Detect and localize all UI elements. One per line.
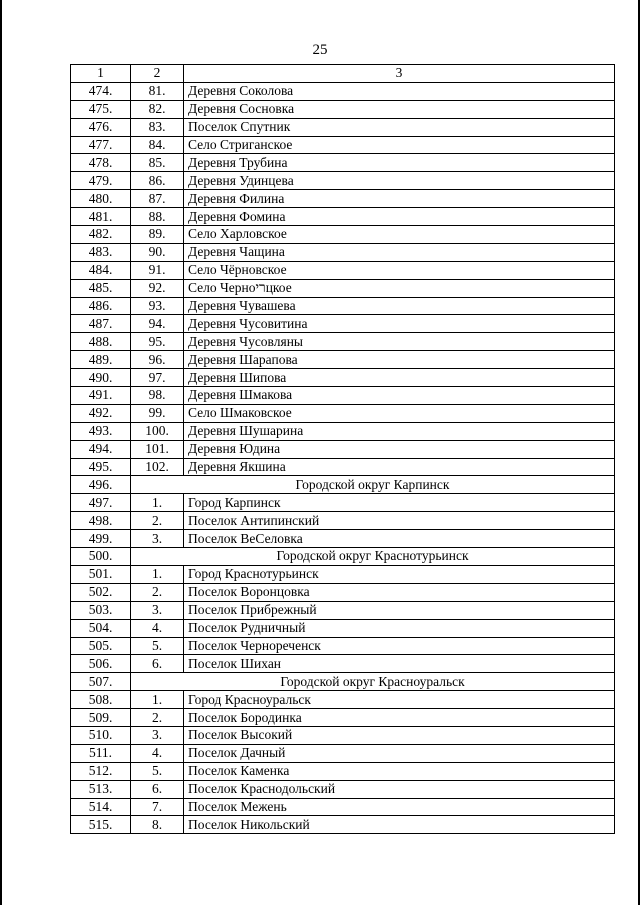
settlement-name: Деревня Юдина xyxy=(184,440,615,458)
table-row xyxy=(71,601,615,619)
table-row xyxy=(71,655,615,673)
row-number: 489. xyxy=(71,351,131,369)
row-number: 485. xyxy=(71,279,131,297)
local-number: 101. xyxy=(131,440,184,458)
settlement-name: Деревня Чусовляны xyxy=(184,333,615,351)
settlements-table xyxy=(70,64,615,834)
row-number: 513. xyxy=(71,780,131,798)
settlement-name: Поселок Антипинский xyxy=(184,512,615,530)
table-row xyxy=(71,226,615,244)
settlement-name: Село Харловское xyxy=(184,226,615,244)
settlement-name: Поселок Шихан xyxy=(184,655,615,673)
row-number: 507. xyxy=(71,673,131,691)
column-header-3: 3 xyxy=(184,65,615,83)
settlement-name: Поселок Чернореченск xyxy=(184,637,615,655)
table-row xyxy=(71,261,615,279)
row-number: 488. xyxy=(71,333,131,351)
row-number: 477. xyxy=(71,136,131,154)
table-row xyxy=(71,512,615,530)
table-row xyxy=(71,404,615,422)
local-number: 3. xyxy=(131,726,184,744)
settlement-name: Село Черноריцкое xyxy=(184,279,615,297)
table-row xyxy=(71,440,615,458)
table-row xyxy=(71,530,615,548)
table-row xyxy=(71,315,615,333)
row-number: 484. xyxy=(71,261,131,279)
table-row xyxy=(71,816,615,834)
row-number: 478. xyxy=(71,154,131,172)
settlement-name: Поселок Прибрежный xyxy=(184,601,615,619)
table-row xyxy=(71,691,615,709)
local-number: 99. xyxy=(131,404,184,422)
page-number: 25 xyxy=(312,42,328,58)
local-number: 102. xyxy=(131,458,184,476)
row-number: 503. xyxy=(71,601,131,619)
table-row xyxy=(71,762,615,780)
local-number: 81. xyxy=(131,82,184,100)
local-number: 84. xyxy=(131,136,184,154)
row-number: 491. xyxy=(71,387,131,405)
local-number: 92. xyxy=(131,279,184,297)
table-body xyxy=(71,82,615,833)
row-number: 482. xyxy=(71,226,131,244)
row-number: 483. xyxy=(71,243,131,261)
table-row xyxy=(71,494,615,512)
table-row xyxy=(71,190,615,208)
settlement-name: Город Красноуральск xyxy=(184,691,615,709)
local-number: 2. xyxy=(131,709,184,727)
local-number: 90. xyxy=(131,243,184,261)
local-number: 2. xyxy=(131,583,184,601)
local-number: 95. xyxy=(131,333,184,351)
local-number: 6. xyxy=(131,780,184,798)
settlement-name: Город Карпинск xyxy=(184,494,615,512)
local-number: 94. xyxy=(131,315,184,333)
settlement-name: Село Шмаковское xyxy=(184,404,615,422)
table-row xyxy=(71,243,615,261)
district-name: Городской округ Краснотурьинск xyxy=(131,548,615,566)
settlement-name: Деревня Чусовитина xyxy=(184,315,615,333)
row-number: 498. xyxy=(71,512,131,530)
settlement-name: Деревня Трубина xyxy=(184,154,615,172)
row-number: 480. xyxy=(71,190,131,208)
table-row xyxy=(71,565,615,583)
table-row xyxy=(71,619,615,637)
settlement-name: Деревня Шарапова xyxy=(184,351,615,369)
table-row xyxy=(71,458,615,476)
table-row xyxy=(71,637,615,655)
table-row xyxy=(71,333,615,351)
table-row xyxy=(71,422,615,440)
local-number: 97. xyxy=(131,369,184,387)
row-number: 475. xyxy=(71,100,131,118)
table-row xyxy=(71,154,615,172)
local-number: 8. xyxy=(131,816,184,834)
local-number: 83. xyxy=(131,118,184,136)
local-number: 100. xyxy=(131,422,184,440)
local-number: 82. xyxy=(131,100,184,118)
district-row xyxy=(71,673,615,691)
settlement-name: Село Стриганское xyxy=(184,136,615,154)
local-number: 3. xyxy=(131,530,184,548)
table-row xyxy=(71,208,615,226)
row-number: 509. xyxy=(71,709,131,727)
table-row xyxy=(71,780,615,798)
row-number: 502. xyxy=(71,583,131,601)
table-header-row xyxy=(71,65,615,83)
settlement-name: Деревня Чащина xyxy=(184,243,615,261)
row-number: 481. xyxy=(71,208,131,226)
table-row xyxy=(71,82,615,100)
district-name: Городской округ Красноуральск xyxy=(131,673,615,691)
settlement-name: Деревня Филина xyxy=(184,190,615,208)
settlement-name: Деревня Шушарина xyxy=(184,422,615,440)
table-row xyxy=(71,387,615,405)
row-number: 474. xyxy=(71,82,131,100)
row-number: 508. xyxy=(71,691,131,709)
table-row xyxy=(71,709,615,727)
settlement-name: Село Чёрновское xyxy=(184,261,615,279)
local-number: 4. xyxy=(131,744,184,762)
table-row xyxy=(71,118,615,136)
settlement-name: Поселок Высокий xyxy=(184,726,615,744)
row-number: 495. xyxy=(71,458,131,476)
local-number: 93. xyxy=(131,297,184,315)
local-number: 4. xyxy=(131,619,184,637)
settlement-name: Деревня Соколова xyxy=(184,82,615,100)
settlement-name: Поселок ВеСеловка xyxy=(184,530,615,548)
settlement-name: Поселок Бородинка xyxy=(184,709,615,727)
row-number: 487. xyxy=(71,315,131,333)
table-row xyxy=(71,726,615,744)
row-number: 494. xyxy=(71,440,131,458)
settlement-name: Деревня Якшина xyxy=(184,458,615,476)
local-number: 96. xyxy=(131,351,184,369)
row-number: 496. xyxy=(71,476,131,494)
settlement-name: Деревня Удинцева xyxy=(184,172,615,190)
district-row xyxy=(71,476,615,494)
table-row xyxy=(71,351,615,369)
local-number: 89. xyxy=(131,226,184,244)
local-number: 85. xyxy=(131,154,184,172)
settlement-name: Деревня Сосновка xyxy=(184,100,615,118)
row-number: 501. xyxy=(71,565,131,583)
row-number: 499. xyxy=(71,530,131,548)
local-number: 7. xyxy=(131,798,184,816)
row-number: 506. xyxy=(71,655,131,673)
local-number: 5. xyxy=(131,762,184,780)
row-number: 479. xyxy=(71,172,131,190)
district-row xyxy=(71,548,615,566)
local-number: 6. xyxy=(131,655,184,673)
row-number: 511. xyxy=(71,744,131,762)
settlement-name: Поселок Межень xyxy=(184,798,615,816)
settlement-name: Поселок Дачный xyxy=(184,744,615,762)
scan-edge-left xyxy=(0,0,2,905)
table-row xyxy=(71,583,615,601)
row-number: 490. xyxy=(71,369,131,387)
table-row xyxy=(71,798,615,816)
settlement-name: Поселок Никольский xyxy=(184,816,615,834)
row-number: 486. xyxy=(71,297,131,315)
local-number: 98. xyxy=(131,387,184,405)
district-name: Городской округ Карпинск xyxy=(131,476,615,494)
row-number: 497. xyxy=(71,494,131,512)
row-number: 514. xyxy=(71,798,131,816)
table-row xyxy=(71,136,615,154)
settlement-name: Поселок Воронцовка xyxy=(184,583,615,601)
table-row xyxy=(71,297,615,315)
local-number: 1. xyxy=(131,494,184,512)
local-number: 1. xyxy=(131,691,184,709)
local-number: 5. xyxy=(131,637,184,655)
row-number: 476. xyxy=(71,118,131,136)
table-row xyxy=(71,744,615,762)
column-header-2: 2 xyxy=(131,65,184,83)
settlement-name: Город Краснотурьинск xyxy=(184,565,615,583)
row-number: 492. xyxy=(71,404,131,422)
local-number: 87. xyxy=(131,190,184,208)
local-number: 88. xyxy=(131,208,184,226)
local-number: 86. xyxy=(131,172,184,190)
settlement-name: Поселок Рудничный xyxy=(184,619,615,637)
row-number: 500. xyxy=(71,548,131,566)
local-number: 91. xyxy=(131,261,184,279)
row-number: 510. xyxy=(71,726,131,744)
row-number: 493. xyxy=(71,422,131,440)
settlement-name: Деревня Шипова xyxy=(184,369,615,387)
row-number: 512. xyxy=(71,762,131,780)
row-number: 504. xyxy=(71,619,131,637)
settlement-name: Поселок Каменка xyxy=(184,762,615,780)
settlement-name: Поселок Спутник xyxy=(184,118,615,136)
table-row xyxy=(71,172,615,190)
row-number: 505. xyxy=(71,637,131,655)
local-number: 3. xyxy=(131,601,184,619)
row-number: 515. xyxy=(71,816,131,834)
table-row xyxy=(71,369,615,387)
settlement-name: Деревня Фомина xyxy=(184,208,615,226)
column-header-1: 1 xyxy=(71,65,131,83)
table-row xyxy=(71,100,615,118)
settlement-name: Деревня Шмакова xyxy=(184,387,615,405)
settlement-name: Деревня Чувашева xyxy=(184,297,615,315)
table-row xyxy=(71,279,615,297)
settlement-name: Поселок Краснодольский xyxy=(184,780,615,798)
local-number: 2. xyxy=(131,512,184,530)
local-number: 1. xyxy=(131,565,184,583)
